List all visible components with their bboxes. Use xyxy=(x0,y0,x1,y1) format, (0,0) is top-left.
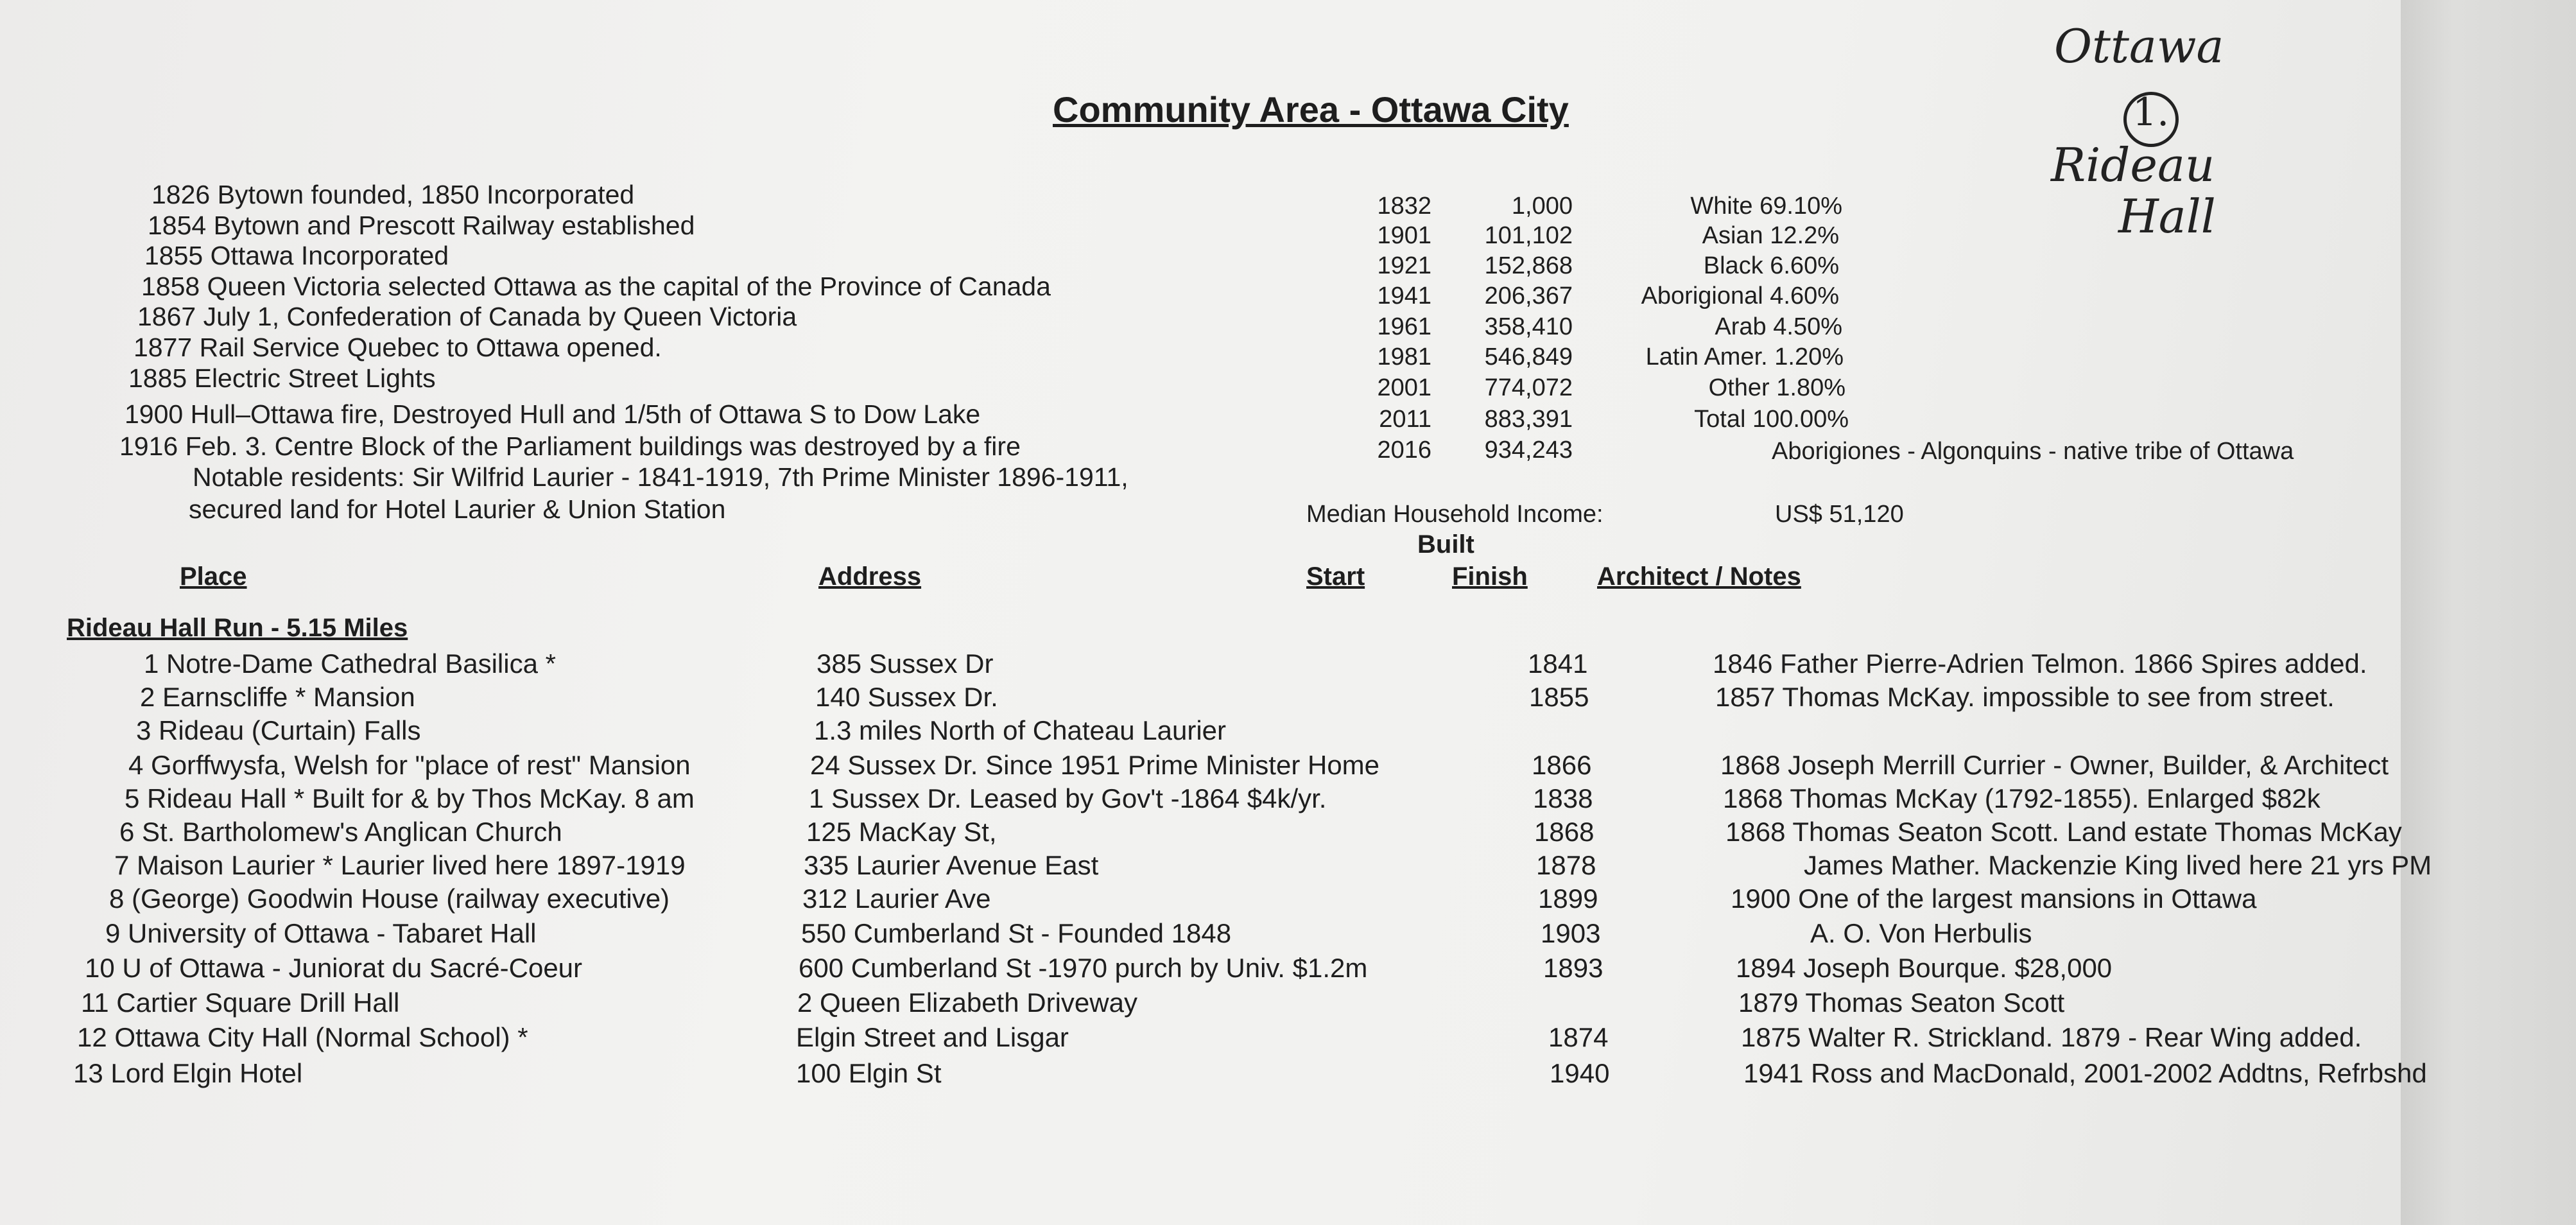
population-year: 1921 xyxy=(1377,252,1431,279)
address-cell: 2 Queen Elizabeth Driveway xyxy=(797,987,1137,1018)
notes-cell: A. O. Von Herbulis xyxy=(1810,918,2032,948)
history-item: 1867 July 1, Confederation of Canada by Queen Victoria xyxy=(137,302,797,331)
notes-cell: 1900 One of the largest mansions in Ottawa xyxy=(1731,883,2257,914)
notes-cell: 1846 Father Pierre-Adrien Telmon. 1866 Spires added. xyxy=(1713,648,2367,679)
address-cell: 335 Laurier Avenue East xyxy=(804,850,1099,880)
history-item: 1855 Ottawa Incorporated xyxy=(144,241,449,270)
finish-cell: 1855 xyxy=(1529,682,1589,712)
ethnicity-item: Asian 12.2% xyxy=(1702,222,1839,249)
handwritten-ottawa: Ottawa xyxy=(2054,19,2224,73)
handwritten-number: 1. xyxy=(2132,90,2170,135)
address-cell: 1 Sussex Dr. Leased by Gov't -1864 $4k/yr. xyxy=(809,783,1327,813)
population-count: 774,072 xyxy=(1484,374,1573,401)
column-header-place: Place xyxy=(180,562,247,591)
address-cell: 24 Sussex Dr. Since 1951 Prime Minister Home xyxy=(810,750,1380,780)
place-cell: 5 Rideau Hall * Built for & by Thos McKay. 8 am xyxy=(125,783,695,813)
history-item: 1916 Feb. 3. Centre Block of the Parliament buildings was destroyed by a fire xyxy=(119,431,1021,461)
address-cell: 100 Elgin St xyxy=(796,1058,942,1088)
population-count: 206,367 xyxy=(1484,282,1573,309)
column-header-notes: Architect / Notes xyxy=(1597,562,1801,591)
notes-cell: 1894 Joseph Bourque. $28,000 xyxy=(1736,953,2113,983)
finish-cell: 1940 xyxy=(1550,1058,1610,1088)
address-cell: 312 Laurier Ave xyxy=(802,883,991,914)
population-year: 1832 xyxy=(1377,193,1431,220)
section-title: Rideau Hall Run - 5.15 Miles xyxy=(67,614,408,642)
place-cell: 10 U of Ottawa - Juniorat du Sacré-Coeur xyxy=(85,953,583,983)
address-cell: 385 Sussex Dr xyxy=(817,648,994,679)
population-year: 2016 xyxy=(1377,437,1431,464)
population-count: 358,410 xyxy=(1484,313,1573,340)
population-count: 934,243 xyxy=(1484,437,1573,464)
ethnicity-item: Latin Amer. 1.20% xyxy=(1645,343,1844,370)
history-item: 1885 Electric Street Lights xyxy=(128,363,436,393)
place-cell: 11 Cartier Square Drill Hall xyxy=(81,987,400,1018)
aborigines-note: Aborigiones - Algonquins - native tribe of Ottawa xyxy=(1772,438,2294,465)
population-count: 546,849 xyxy=(1484,343,1573,370)
population-year: 2011 xyxy=(1379,406,1431,433)
ethnicity-item: White 69.10% xyxy=(1690,193,1842,220)
notes-cell: James Mather. Mackenzie King lived here 21 yrs PM xyxy=(1804,850,2432,880)
handwritten-hall: Hall xyxy=(2118,189,2216,243)
finish-cell: 1874 xyxy=(1548,1022,1609,1052)
ethnicity-item: Other 1.80% xyxy=(1708,374,1846,401)
population-year: 2001 xyxy=(1377,374,1431,401)
built-header: Built xyxy=(1417,530,1474,559)
history-item: 1858 Queen Victoria selected Ottawa as the capital of the Province of Canada xyxy=(141,272,1051,301)
income-value: US$ 51,120 xyxy=(1775,501,1904,528)
history-item: 1826 Bytown founded, 1850 Incorporated xyxy=(151,180,635,209)
finish-cell: 1893 xyxy=(1543,953,1604,983)
notes-cell: 1857 Thomas McKay. impossible to see from street. xyxy=(1715,682,2335,712)
address-cell: 600 Cumberland St -1970 purch by Univ. $1.2m xyxy=(799,953,1368,983)
history-item: 1854 Bytown and Prescott Railway established xyxy=(148,211,695,240)
place-cell: 12 Ottawa City Hall (Normal School) * xyxy=(77,1022,528,1052)
place-cell: 1 Notre-Dame Cathedral Basilica * xyxy=(144,648,556,679)
place-cell: 3 Rideau (Curtain) Falls xyxy=(136,715,421,745)
history-item: secured land for Hotel Laurier & Union Station xyxy=(189,494,726,524)
column-header-address: Address xyxy=(818,562,922,591)
place-cell: 2 Earnscliffe * Mansion xyxy=(140,682,415,712)
page-title: Community Area - Ottawa City xyxy=(1053,89,1569,130)
place-cell: 8 (George) Goodwin House (railway executive) xyxy=(109,883,670,914)
finish-cell: 1866 xyxy=(1532,750,1592,780)
population-year: 1901 xyxy=(1377,222,1431,249)
ethnicity-item: Arab 4.50% xyxy=(1715,313,1842,340)
finish-cell: 1878 xyxy=(1536,850,1596,880)
address-cell: Elgin Street and Lisgar xyxy=(796,1022,1069,1052)
population-year: 1981 xyxy=(1377,343,1431,370)
place-cell: 7 Maison Laurier * Laurier lived here 1897-1919 xyxy=(114,850,686,880)
history-item: Notable residents: Sir Wilfrid Laurier - 1841-1919, 7th Prime Minister 1896-1911, xyxy=(193,462,1128,492)
place-cell: 4 Gorffwysfa, Welsh for "place of rest" Mansion xyxy=(128,750,691,780)
ethnicity-item: Black 6.60% xyxy=(1703,252,1839,279)
population-count: 1,000 xyxy=(1511,193,1573,220)
finish-cell: 1868 xyxy=(1534,817,1595,847)
notes-cell: 1941 Ross and MacDonald, 2001-2002 Addtns, Refrbshd xyxy=(1743,1058,2427,1088)
finish-cell: 1838 xyxy=(1533,783,1593,813)
finish-cell: 1899 xyxy=(1538,883,1598,914)
handwritten-rideau: Rideau xyxy=(2051,138,2215,192)
income-label: Median Household Income: xyxy=(1306,501,1604,528)
background-edge xyxy=(2401,0,2576,1225)
notes-cell: 1868 Thomas Seaton Scott. Land estate Thomas McKay xyxy=(1725,817,2402,847)
address-cell: 550 Cumberland St - Founded 1848 xyxy=(801,918,1232,948)
address-cell: 140 Sussex Dr. xyxy=(815,682,998,712)
population-year: 1941 xyxy=(1377,282,1431,309)
column-header-finish: Finish xyxy=(1452,562,1528,591)
notes-cell: 1868 Joseph Merrill Currier - Owner, Builder, & Architect xyxy=(1720,750,2389,780)
address-cell: 125 MacKay St, xyxy=(806,817,997,847)
notes-cell: 1868 Thomas McKay (1792-1855). Enlarged $82k xyxy=(1723,783,2321,813)
population-count: 883,391 xyxy=(1484,406,1573,433)
place-cell: 6 St. Bartholomew's Anglican Church xyxy=(119,817,562,847)
population-count: 152,868 xyxy=(1484,252,1573,279)
address-cell: 1.3 miles North of Chateau Laurier xyxy=(814,715,1226,745)
finish-cell: 1841 xyxy=(1528,648,1588,679)
history-item: 1900 Hull–Ottawa fire, Destroyed Hull and 1/5th of Ottawa S to Dow Lake xyxy=(125,399,981,429)
finish-cell: 1903 xyxy=(1541,918,1601,948)
place-cell: 13 Lord Elgin Hotel xyxy=(73,1058,303,1088)
population-year: 1961 xyxy=(1377,313,1431,340)
notes-cell: 1879 Thomas Seaton Scott xyxy=(1738,987,2065,1018)
history-item: 1877 Rail Service Quebec to Ottawa opened. xyxy=(134,333,662,362)
ethnicity-item: Aborigional 4.60% xyxy=(1641,282,1839,309)
place-cell: 9 University of Ottawa - Tabaret Hall xyxy=(105,918,537,948)
population-count: 101,102 xyxy=(1484,222,1573,249)
ethnicity-item: Total 100.00% xyxy=(1694,406,1849,433)
column-header-start: Start xyxy=(1306,562,1365,591)
notes-cell: 1875 Walter R. Strickland. 1879 - Rear Wing added. xyxy=(1741,1022,2362,1052)
